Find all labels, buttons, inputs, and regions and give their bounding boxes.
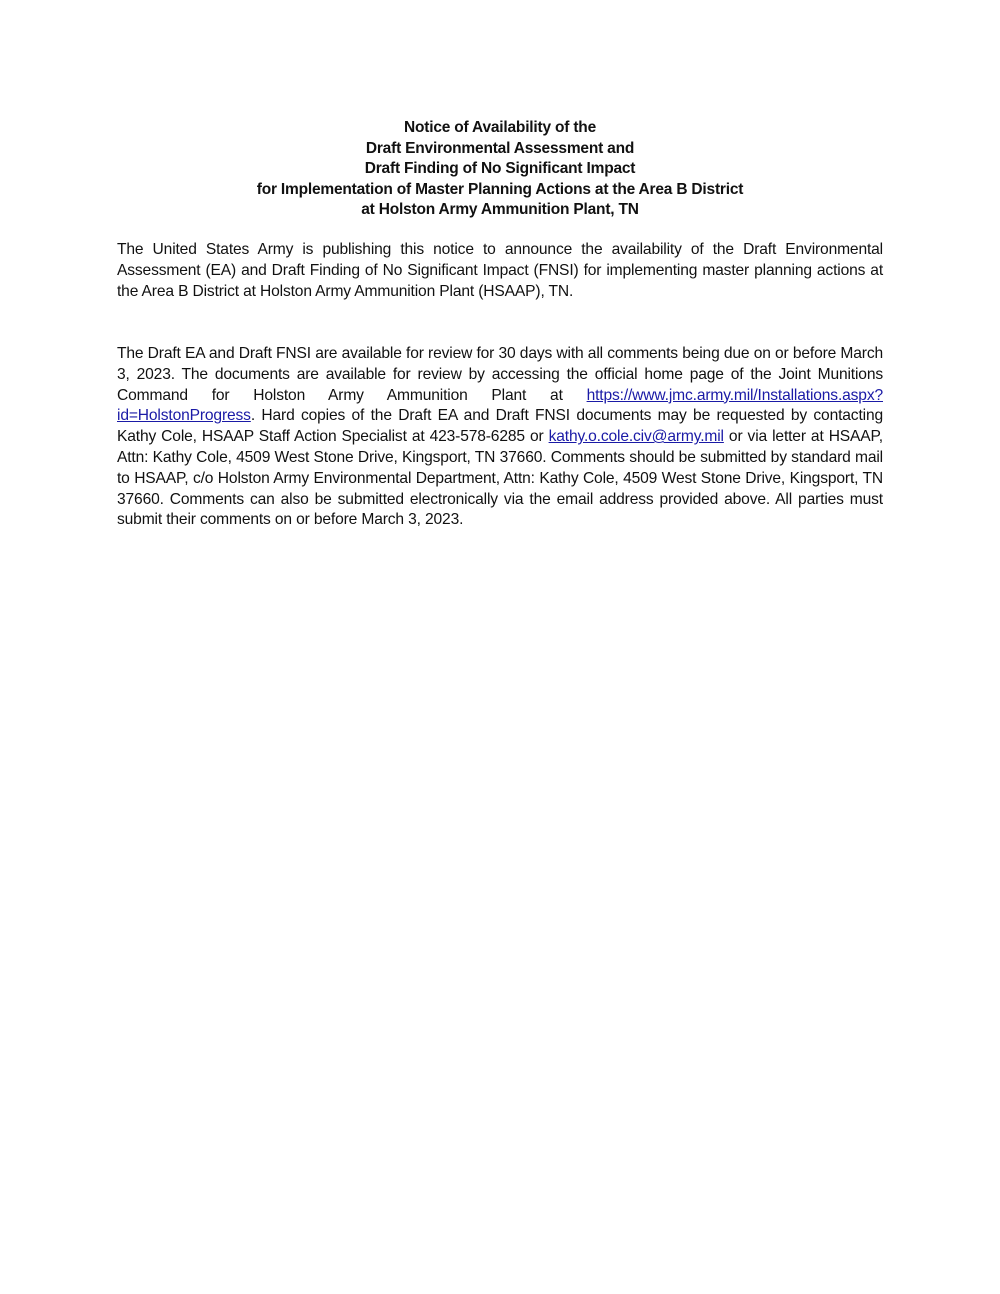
contact-email-link[interactable]: kathy.o.cole.civ@army.mil [548,428,724,446]
notice-title [117,118,883,221]
installation-url-link[interactable]: https://www.jmc.army.mil/Installations.aspx?id=HolstonProgress [117,386,883,425]
title-line-4: for Implementation of Master Planning Actions at the Area B District [256,180,744,198]
review-paragraph [117,344,883,531]
review-text-part3: or via letter at HSAAP, Attn: Kathy Cole, 4509 West Stone Drive, Kingsport, TN 37660. Comments should be submitted by standard mail to HSAAP, c/o Holston Army Environmental Department, Attn: Kathy Cole, 4509 West Stone Drive, Kingsport, TN 37660. Comments can also be submitted electronically via the email address provided above. All parties must submit their comments on or before March 3, 2023. [117,428,883,529]
intro-paragraph: The United States Army is publishing this notice to announce the availability of the Draft Environmental Assessment (EA) and Draft Finding of No Significant Impact (FNSI) for implementing master planning actions at the Area B District at Holston Army Ammunition Plant (HSAAP), TN. [117,241,883,300]
title-line-5: at Holston Army Ammunition Plant, TN [361,201,639,219]
title-line-1: Notice of Availability of the [404,119,596,136]
review-text-part1: The Draft EA and Draft FNSI are available for review for 30 days with all comments being due on or before March 3, 2023. The documents are available for review by accessing the official home page of the Joint Munitions Command for Holston Army Ammunition Plant at [117,345,883,404]
title-line-3: Draft Finding of No Significant Impact [364,160,636,178]
review-text-part2: . Hard copies of the Draft EA and Draft FNSI documents may be requested by contacting Kathy Cole, HSAAP Staff Action Specialist at 423-578-6285 or [117,407,883,446]
title-line-2: Draft Environmental Assessment and [365,139,635,157]
